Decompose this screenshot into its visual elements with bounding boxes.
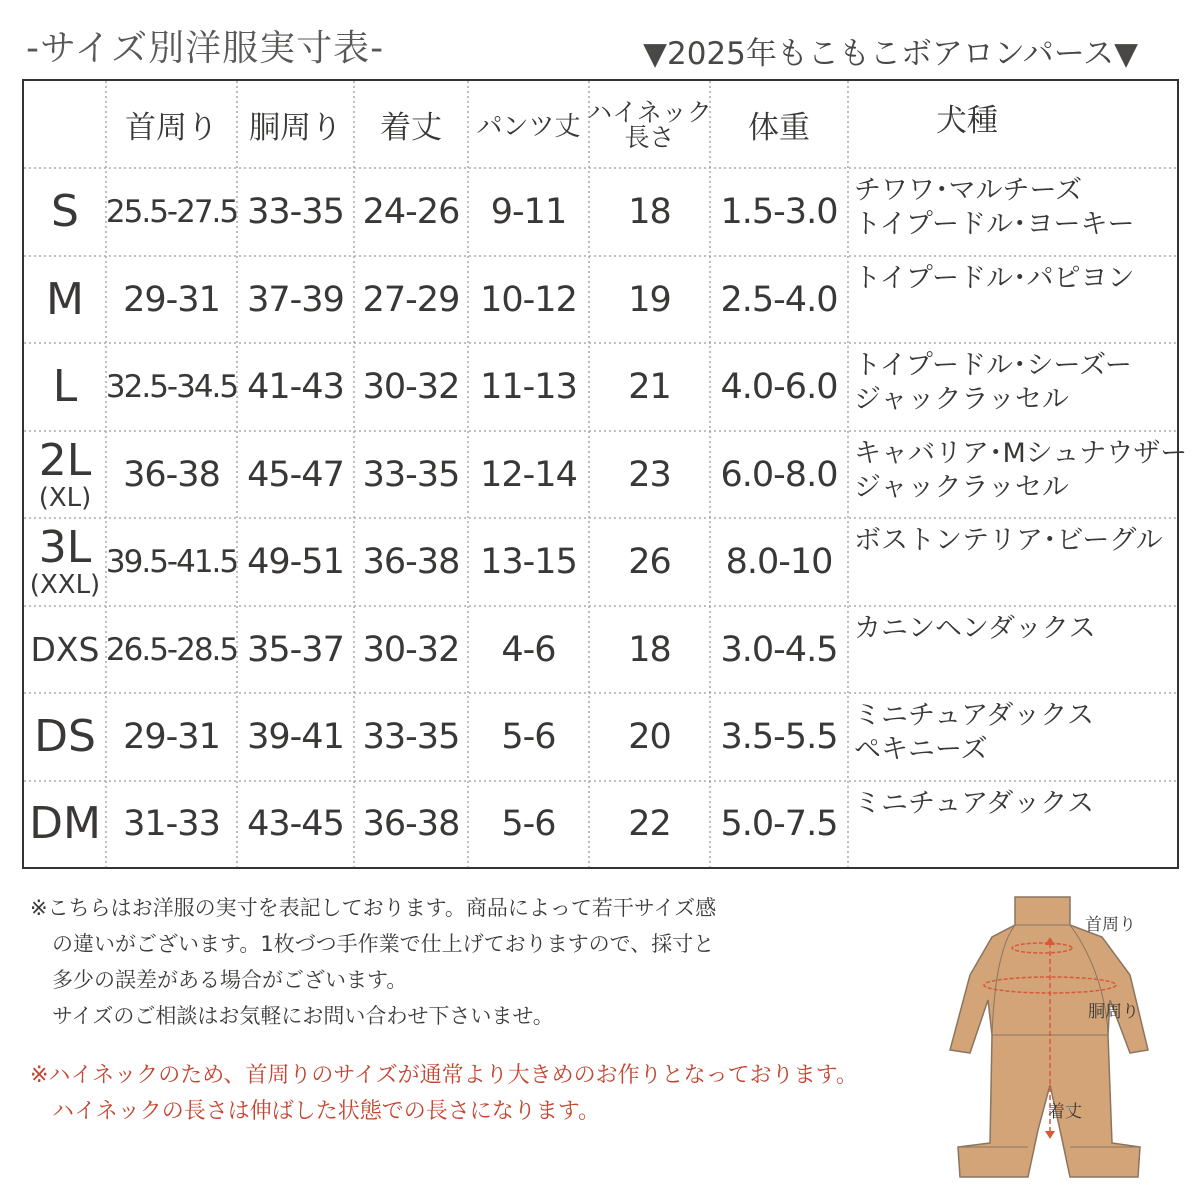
- cell-length: 36-38: [362, 804, 460, 844]
- cell-breed: [848, 256, 1177, 343]
- size-name: L: [52, 361, 78, 412]
- cell-body: 39-41: [247, 717, 344, 757]
- cell-highneck: 26: [628, 542, 671, 582]
- cell-neck: 36-38: [123, 454, 220, 495]
- header-body: 胴周り: [249, 110, 342, 146]
- cell-pants: 9-11: [490, 192, 567, 232]
- cell-breed: [848, 518, 1177, 606]
- label-length: 着丈: [1048, 1102, 1082, 1122]
- size-table: [22, 79, 1188, 869]
- size-alias: (XXL): [29, 570, 101, 600]
- cell-breed: [848, 693, 1177, 781]
- size-label: [24, 518, 106, 606]
- label-neck: 首周り: [1085, 915, 1136, 935]
- size-name: DXS: [30, 630, 100, 669]
- cell-neck: 32.5-34.5: [105, 369, 238, 405]
- size-name: 2L: [38, 434, 92, 486]
- red-note-line: ※ハイネックのため、首周りのサイズが通常より大きめのお作りとなっております。: [30, 1063, 858, 1088]
- breed-line: トイプードル･ヨーキー: [854, 208, 1135, 240]
- cell-breed: [848, 606, 1177, 693]
- product-subtitle: ▼2025年もこもこボアロンパース▼: [643, 36, 1138, 72]
- cell-body: 41-43: [247, 367, 344, 407]
- size-label: [24, 168, 106, 256]
- cell-pants: 10-12: [480, 279, 577, 320]
- cell-breed: [848, 781, 1177, 867]
- cell-body: 43-45: [247, 804, 344, 844]
- cell-pants: 11-13: [480, 367, 577, 407]
- romper-illustration: [930, 885, 1190, 1185]
- cell-pants: 13-15: [480, 542, 577, 582]
- header-highneck: [589, 81, 710, 168]
- cell-highneck: 18: [628, 629, 671, 670]
- cell-length: 36-38: [362, 542, 460, 582]
- cell-length: 30-32: [362, 629, 460, 670]
- breed-line: ジャックラッセル: [854, 471, 1069, 503]
- cell-weight: 3.0-4.5: [720, 629, 838, 670]
- red-note-line: ハイネックの長さは伸ばした状態での長さになります。: [52, 1099, 601, 1124]
- cell-highneck: 19: [628, 279, 671, 320]
- cell-neck: 39.5-41.5: [105, 544, 238, 580]
- cell-breed: [848, 431, 1188, 518]
- breed-line: ペキニーズ: [854, 733, 988, 765]
- cell-weight: 6.0-8.0: [720, 454, 838, 495]
- cell-pants: 4-6: [501, 629, 556, 670]
- breed-line: トイプードル･パピヨン: [854, 263, 1135, 294]
- note-line: サイズのご相談はお気軽にお問い合わせ下さいませ。: [52, 1004, 554, 1028]
- cell-body: 49-51: [247, 542, 344, 582]
- cell-weight: 4.0-6.0: [720, 367, 838, 407]
- cell-neck: 29-31: [123, 717, 220, 757]
- size-name: DM: [29, 798, 101, 849]
- cell-length: 30-32: [362, 367, 460, 407]
- cell-body: 37-39: [247, 279, 344, 320]
- garment-diagram: [930, 885, 1190, 1185]
- size-name: DS: [34, 711, 96, 762]
- cell-neck: 31-33: [123, 804, 220, 844]
- cell-neck: 29-31: [123, 279, 220, 320]
- size-label: [24, 431, 106, 518]
- breed-line: ボストンテリア･ビーグル: [854, 525, 1163, 556]
- cell-weight: 3.5-5.5: [720, 717, 838, 757]
- cell-breed: [848, 343, 1177, 431]
- cell-weight: 1.5-3.0: [720, 192, 838, 232]
- size-label: [24, 343, 106, 431]
- cell-highneck: 21: [628, 367, 671, 407]
- cell-body: 33-35: [247, 192, 344, 232]
- cell-weight: 8.0-10: [725, 542, 833, 582]
- cell-neck: 25.5-27.5: [105, 194, 238, 230]
- cell-highneck: 18: [628, 192, 671, 232]
- cell-pants: 12-14: [480, 454, 577, 495]
- breed-line: チワワ･マルチーズ: [854, 175, 1083, 206]
- breed-line: キャバリア･Mシュナウザー: [854, 438, 1188, 469]
- cell-length: 24-26: [362, 192, 460, 232]
- size-alias: (XL): [38, 482, 92, 513]
- breed-line: ミニチュアダックス: [854, 700, 1095, 731]
- notes-block: [30, 890, 716, 1034]
- red-notes-block: [30, 1058, 858, 1130]
- cell-weight: 2.5-4.0: [720, 279, 838, 320]
- cell-pants: 5-6: [501, 804, 556, 844]
- cell-length: 33-35: [362, 717, 460, 757]
- label-body: 胴周り: [1088, 1002, 1139, 1022]
- header-neck: 首周り: [125, 110, 218, 146]
- cell-highneck: 22: [628, 804, 671, 844]
- note-line: ※こちらはお洋服の実寸を表記しております。商品によって若干サイズ感: [30, 896, 717, 920]
- size-label: [24, 606, 106, 693]
- header-highneck-line2: 長さ: [624, 122, 675, 152]
- cell-highneck: 23: [628, 454, 671, 495]
- cell-breed: [848, 168, 1177, 256]
- breed-line: トイプードル･シーズー: [854, 350, 1132, 381]
- header-length: 着丈: [380, 110, 442, 146]
- cell-weight: 5.0-7.5: [720, 804, 838, 844]
- cell-neck: 26.5-28.5: [105, 631, 238, 668]
- page-title: -サイズ別洋服実寸表-: [26, 28, 385, 69]
- breed-line: ジャックラッセル: [854, 383, 1069, 415]
- header-highneck-line1: ハイネック: [587, 97, 712, 127]
- cell-body: 35-37: [247, 629, 344, 670]
- cell-length: 27-29: [362, 279, 460, 320]
- size-label: [24, 781, 106, 867]
- size-label: [24, 256, 106, 343]
- cell-pants: 5-6: [501, 717, 556, 757]
- cell-length: 33-35: [362, 454, 460, 495]
- size-label: [24, 693, 106, 781]
- size-name: M: [46, 273, 84, 325]
- breed-line: ミニチュアダックス: [854, 788, 1095, 819]
- cell-body: 45-47: [247, 454, 344, 495]
- note-line: 多少の誤差がある場合がございます。: [52, 968, 408, 992]
- cell-highneck: 20: [628, 717, 671, 757]
- breed-line: カニンヘンダックス: [854, 613, 1096, 644]
- size-name: S: [51, 186, 79, 237]
- header-breed: 犬種: [936, 103, 998, 139]
- note-line: の違いがございます。1枚づつ手作業で仕上げておりますので、採寸と: [52, 932, 715, 956]
- header-weight: 体重: [748, 110, 810, 146]
- header-pants: パンツ丈: [476, 112, 581, 142]
- size-name: 3L: [38, 522, 92, 573]
